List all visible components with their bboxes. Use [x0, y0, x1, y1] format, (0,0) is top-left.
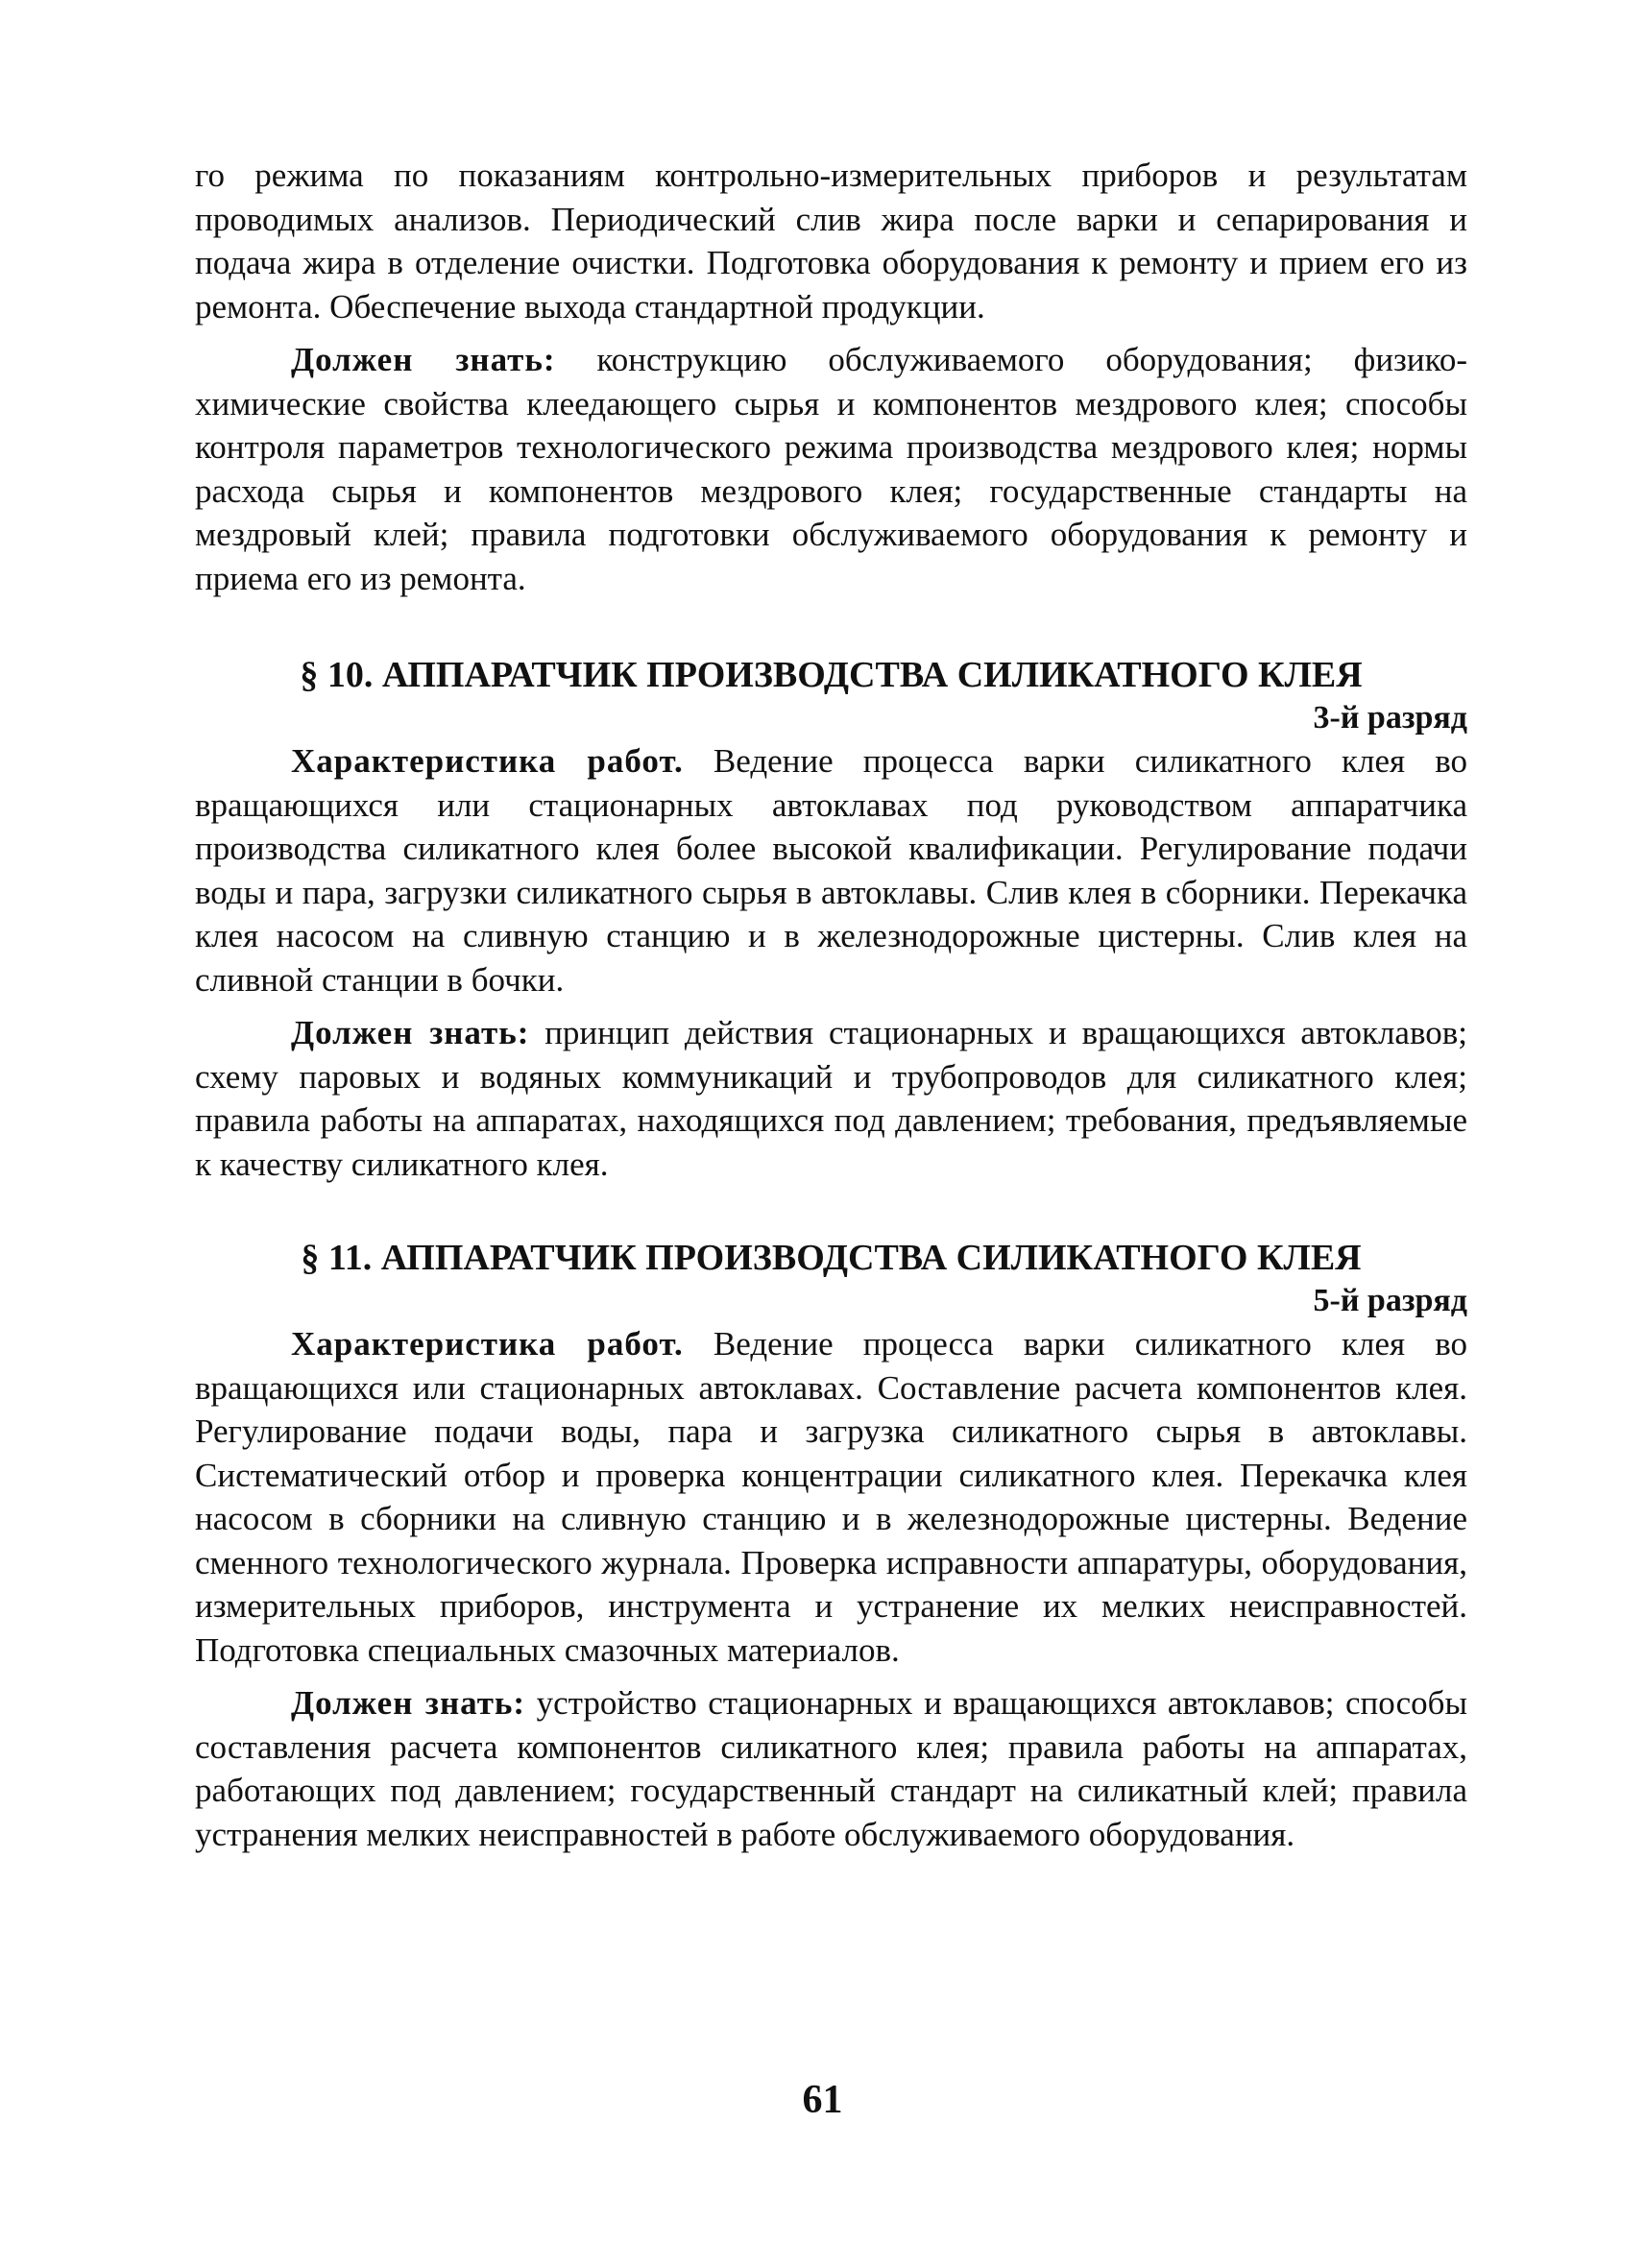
section-11-characteristics-label: Характеристика работ. [291, 1325, 684, 1363]
section-11-grade: 5-й разряд [1313, 1283, 1467, 1318]
section-11-characteristics-paragraph [195, 1322, 1467, 1672]
section-10-must-know-text: принцип действия стационарных и вращающихся автоклавов; схему паровых и водяных коммуникаций и трубопроводов для силикатного клея; правила работы на аппаратах, находящихся под давлением; требования, предъявляемые к качеству силикатного клея. [195, 1014, 1467, 1183]
intro-must-know-paragraph [195, 338, 1467, 600]
page-number: 61 [802, 2078, 843, 2122]
section-11-must-know-text: устройство стационарных и вращающихся автоклавов; способы составления расчета компонентов силикатного клея; правила работы на аппаратах, работающих под давлением; государственный стандарт на силикатный клей; правила устранения мелких неисправностей в работе обслуживаемого оборудования. [195, 1684, 1467, 1853]
section-11-must-know-label: Должен знать: [291, 1684, 526, 1722]
section-10-characteristics-paragraph [195, 739, 1467, 1001]
intro-continuation-paragraph [195, 154, 1467, 328]
section-10-must-know-label: Должен знать: [291, 1014, 530, 1051]
section-11-heading: § 11. АППАРАТЧИК ПРОИЗВОДСТВА СИЛИКАТНОГО КЛЕЯ [301, 1238, 1362, 1278]
intro-continuation-text: го режима по показаниям контрольно-измерительных приборов и результатам проводимых анализов. Периодический слив жира после варки и сепарирования и подача жира в отделение очистки. Подготовка оборудования к ремонту и прием его из ремонта. Обеспечение выхода стандартной продукции. [195, 157, 1467, 326]
section-10-grade: 3-й разряд [1313, 700, 1467, 736]
intro-must-know-label: Должен знать: [291, 341, 556, 378]
intro-must-know-text: конструкцию обслуживаемого оборудования; физико-химические свойства клеедающего сырья и компонентов мездрового клея; способы контроля параметров технологического режима производства мездрового клея; нормы расхода сырья и компонентов мездрового клея; государственные стандарты на мездровый клей; правила подготовки обслуживаемого оборудования к ремонту и приема его из ремонта. [195, 341, 1467, 597]
document-body [195, 154, 1467, 1856]
section-10-characteristics-label: Характеристика работ. [291, 742, 684, 780]
section-11-characteristics-text: Ведение процесса варки силикатного клея во вращающихся или стационарных автоклавах. Составление расчета компонентов клея. Регулирование подачи воды, пара и загрузка силикатного сырья в автоклавы. Систематический отбор и проверка концентрации силикатного клея. Перекачка клея насосом в сборники на сливную станцию и в железнодорожные цистерны. Ведение сменного технологического журнала. Проверка исправности аппаратуры, оборудования, измерительных приборов, инструмента и устранение их мелких неисправностей. Подготовка специальных смазочных материалов. [195, 1325, 1467, 1669]
section-10-must-know-paragraph [195, 1011, 1467, 1186]
section-11-must-know-paragraph [195, 1681, 1467, 1856]
section-10-heading: § 10. АППАРАТЧИК ПРОИЗВОДСТВА СИЛИКАТНОГО КЛЕЯ [300, 655, 1363, 695]
section-10-characteristics-text: Ведение процесса варки силикатного клея во вращающихся или стационарных автоклавах под руководством аппаратчика производства силикатного клея более высокой квалификации. Регулирование подачи воды и пара, загрузки силикатного сырья в автоклавы. Слив клея в сборники. Перекачка клея насосом на сливную станцию и в железнодорожные цистерны. Слив клея на сливной станции в бочки. [195, 742, 1467, 999]
